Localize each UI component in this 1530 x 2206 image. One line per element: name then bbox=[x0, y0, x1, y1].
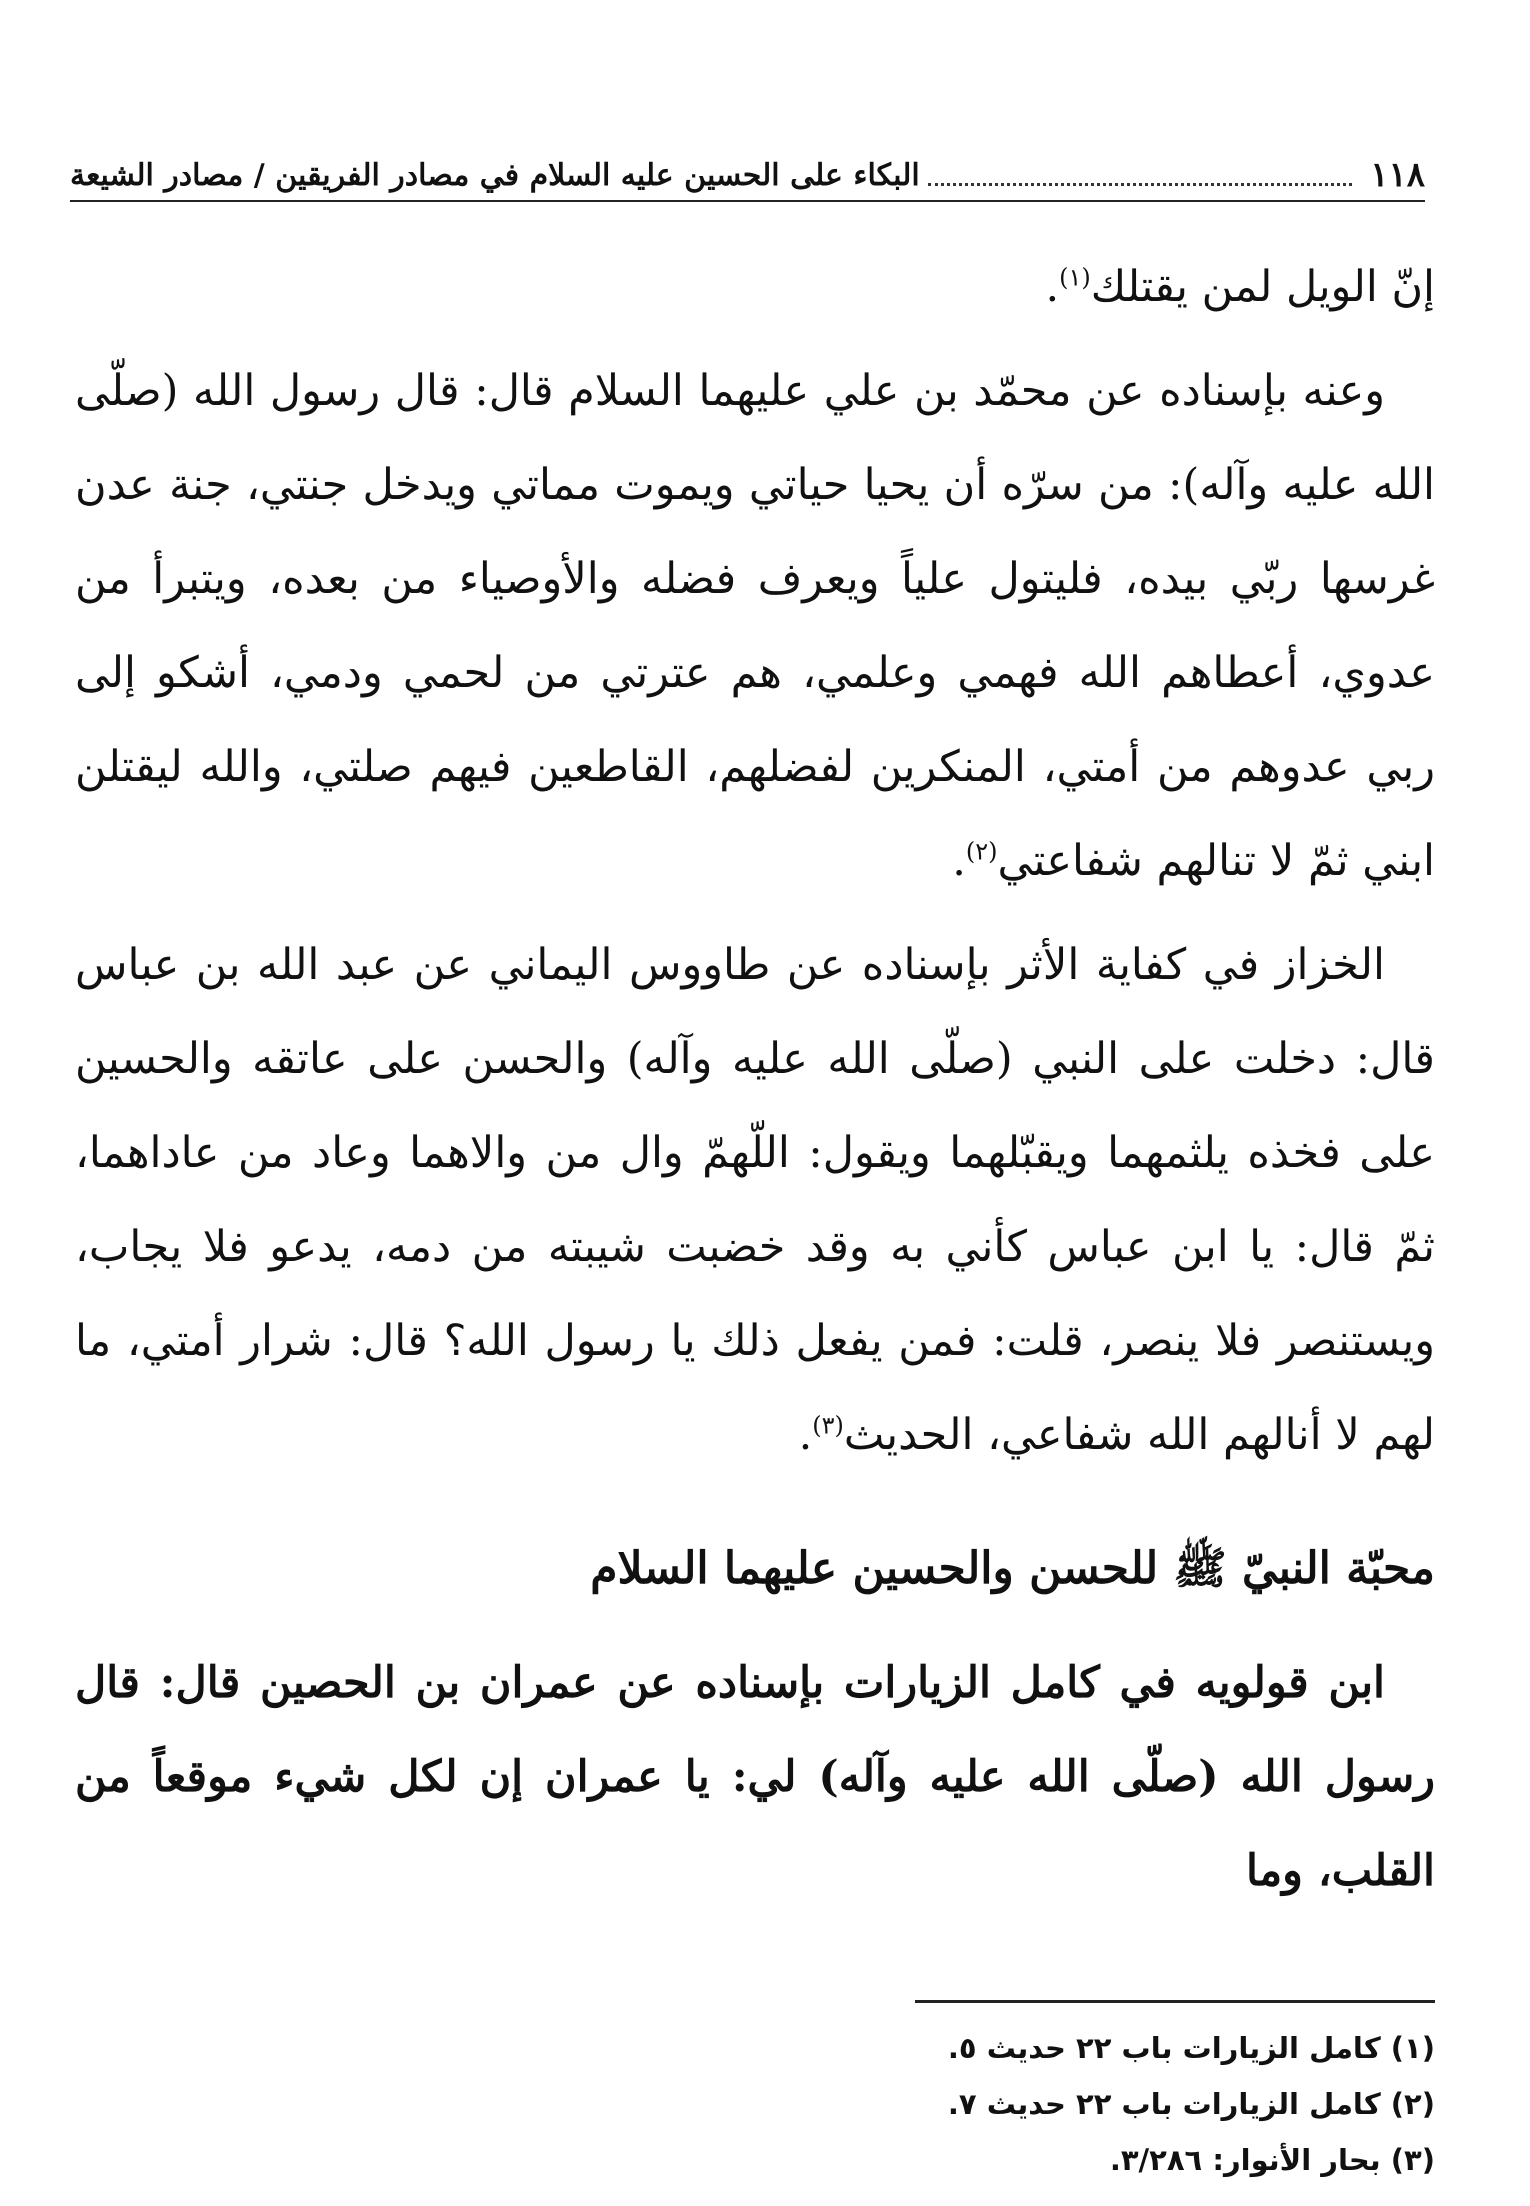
running-header bbox=[70, 150, 1425, 202]
footnote-ref[interactable]: (٣) bbox=[812, 1411, 844, 1440]
footnote-separator bbox=[915, 2000, 1435, 2003]
paragraph-text: وعنه بإسناده عن محمّد بن علي عليهما السلام قال: قال رسول الله (صلّى الله عليه وآله): من سرّه أن يحيا حياتي ويموت مماتي ويدخل جنتي، جنة عدن غرسها ربّي بيده، فليتول علياً ويعرف فضله والأوصياء من بعده، ويتبرأ من عدوي، أعطاهم الله فهمي وعلمي، هم عترتي من لحمي ودمي، أشكو إلى ربي عدوهم من أمتي، المنكرين لفضلهم، القاطعين فيهم صلتي، والله ليقتلن ابني ثمّ لا تنالهم شفاعتي bbox=[75, 366, 1435, 886]
page-number: ١١٨ bbox=[1370, 155, 1425, 195]
section-heading: محبّة النبيّ ﷺ للحسن والحسين عليهما السلام bbox=[590, 1543, 1435, 1594]
paragraph bbox=[75, 918, 1435, 1482]
header-dot-leader bbox=[928, 183, 1352, 186]
paragraph-text: الخزاز في كفاية الأثر بإسناده عن طاووس اليماني عن عبد الله بن عباس قال: دخلت على النبي (صلّى الله عليه وآله) والحسن على عاتقه والحسين على فخذه يلثمهما ويقبّلهما ويقول: اللّهمّ وال من والاهما وعاد من عاداهما، ثمّ قال: يا ابن عباس كأني به وقد خضبت شيبته من دمه، يدعو فلا يجاب، ويستنصر فلا ينصر، قلت: فمن يفعل ذلك يا رسول الله؟ قال: شرار أمتي، ما لهم لا أنالهم الله شفاعي، الحديث bbox=[75, 940, 1435, 1460]
footnote-ref[interactable]: (٢) bbox=[965, 837, 998, 866]
paragraph-end: . bbox=[798, 1410, 813, 1460]
paragraph bbox=[75, 240, 1435, 334]
section-paragraph: ابن قولويه في كامل الزيارات بإسناده عن عمران بن الحصين قال: قال رسول الله (صلّى الله عليه وآله) لي: يا عمران إن لكل شيء موقعاً من القلب، وما bbox=[75, 1658, 1435, 1896]
paragraph-text: إنّ الويل لمن يقتلك bbox=[1090, 262, 1435, 312]
footnote-ref[interactable]: (١) bbox=[1059, 263, 1091, 292]
paragraph-end: . bbox=[952, 836, 966, 886]
footnote: (١) كامل الزيارات باب ٢٢ حديث ٥. bbox=[947, 2031, 1435, 2065]
paragraph bbox=[75, 344, 1435, 908]
paragraph-end: . bbox=[1045, 262, 1060, 312]
footnote: (٣) بحار الأنوار: ٣/٢٨٦. bbox=[1109, 2143, 1435, 2177]
footnotes bbox=[200, 2020, 1435, 2188]
running-title: البكاء على الحسين عليه السلام في مصادر الفريقين / مصادر الشيعة bbox=[70, 157, 920, 193]
footnote: (٢) كامل الزيارات باب ٢٢ حديث ٧. bbox=[947, 2087, 1435, 2121]
main-text bbox=[75, 240, 1435, 1928]
